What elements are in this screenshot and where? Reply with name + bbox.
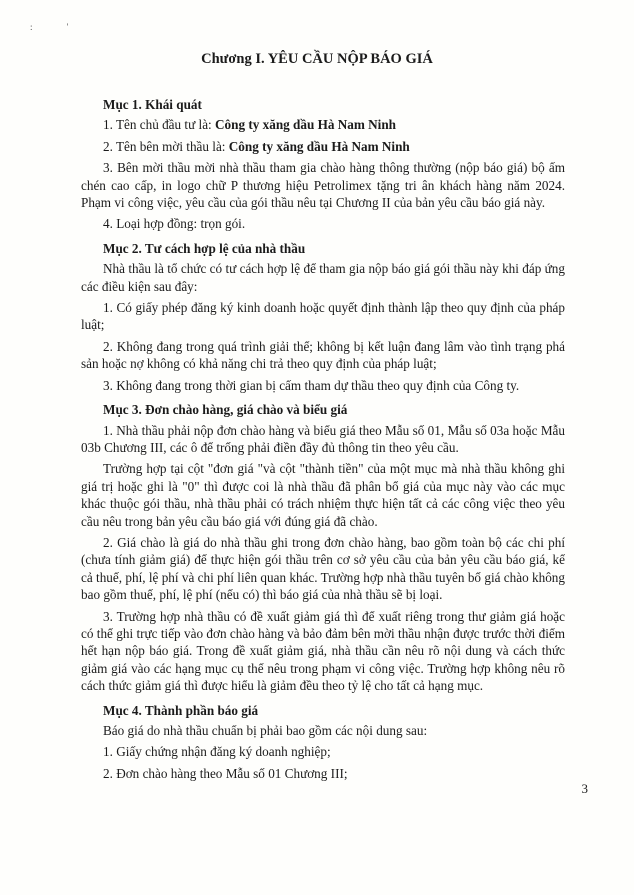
document-body: [81, 96, 565, 789]
paragraph-text: 2. Không đang trong quá trình giải thể; không bị kết luận đang lâm vào tình trạng phá sản hoặc nợ không có khả năng chi trả theo quy định của pháp luật;: [81, 338, 565, 372]
paragraph-text: Báo giá do nhà thầu chuẩn bị phải bao gồm các nội dung sau:: [103, 723, 428, 738]
company-name: Công ty xăng dầu Hà Nam Ninh: [228, 138, 410, 154]
paragraph-text: 2. Tên bên mời thầu là:: [103, 138, 229, 154]
paragraph-text: 1. Có giấy phép đăng ký kinh doanh hoặc quyết định thành lập theo quy định của pháp luật;: [81, 300, 565, 333]
paragraph-text: 3. Trường hợp nhà thầu có đề xuất giảm giá thì để xuất riêng trong thư giảm giá hoặc có thể ghi trực tiếp vào đơn chào hàng và bảo đảm bên mời thầu nhận được trước thời điểm hết hạn nộp báo giá. Trong đề xuất giảm giá, nhà thầu cần nêu rõ nội dung và cách thức giảm giá vào các hạng mục cụ thể nêu trong phạm vi công việc. Trường hợp không nêu rõ cách thức giảm giá thì được hiểu là giảm đều theo tỷ lệ cho tất cả hạng mục.: [81, 608, 565, 694]
paragraph: [81, 765, 565, 782]
paragraph: [81, 422, 565, 457]
paragraph: [81, 743, 565, 760]
section-heading: Mục 4. Thành phần báo giá: [103, 702, 259, 718]
scan-specks: : ': [30, 22, 85, 32]
paragraph-text: 1. Tên chủ đầu tư là:: [103, 117, 216, 133]
paragraph-text: 1. Nhà thầu phải nộp đơn chào hàng và biểu giá theo Mẫu số 01, Mẫu số 03a hoặc Mẫu 03b Chương III, các ô để trống phải điền đầy đủ thông tin theo yêu cầu.: [81, 422, 565, 455]
paragraph-text: 1. Giấy chứng nhận đăng ký doanh nghiệp;: [103, 744, 331, 760]
paragraph-text: 2. Giá chào là giá do nhà thầu ghi trong đơn chào hàng, bao gồm toàn bộ các chi phí (chưa tính giảm giá) để thực hiện gói thầu trên cơ sở yêu cầu của bản yêu cầu báo giá, kể cả thuế, phí, lệ phí và chi phí liên quan khác. Trường hợp nhà thầu tuyên bố giá chào không bao gồm thuế, phí, lệ phí (nếu có) thì báo giá của nhà thầu sẽ bị loại.: [81, 534, 565, 603]
paragraph: [81, 215, 565, 232]
section-heading: Mục 1. Khái quát: [103, 97, 202, 112]
paragraph: [81, 460, 565, 530]
paragraph: [81, 299, 565, 334]
chapter-title: Chương I. YÊU CẦU NỘP BÁO GIÁ: [201, 51, 433, 67]
paragraph: [81, 338, 565, 373]
paragraph-text: 2. Đơn chào hàng theo Mẫu số 01 Chương III;: [103, 765, 348, 781]
paragraph-text: 3. Không đang trong thời gian bị cấm tham dự thầu theo quy định của Công ty.: [103, 377, 520, 393]
section-heading: Mục 2. Tư cách hợp lệ của nhà thầu: [103, 240, 306, 256]
paragraph: [81, 138, 565, 155]
paragraph: [81, 377, 565, 394]
paragraph: [81, 608, 565, 695]
page-number: 3: [581, 781, 588, 796]
paragraph: [81, 116, 565, 133]
paragraph-text: 3. Bên mời thầu mời nhà thầu tham gia chào hàng thông thường (nộp báo giá) bộ ấm chén cao cấp, in logo chữ P thương hiệu Petrolimex tặng tri ân khách hàng năm 2024. Phạm vi công việc, yêu cầu của gói thầu nêu tại Chương II của bản yêu cầu báo giá này.: [81, 160, 565, 211]
paragraph: [81, 534, 565, 604]
paragraph: [81, 260, 565, 295]
paragraph-text: 4. Loại hợp đồng: trọn gói.: [103, 216, 246, 232]
paragraph: [81, 722, 565, 739]
section-heading: Mục 3. Đơn chào hàng, giá chào và biểu giá: [103, 402, 348, 418]
paragraph-text: Nhà thầu là tổ chức có tư cách hợp lệ để tham gia nộp báo giá gói thầu này khi đáp ứng các điều kiện sau đây:: [81, 261, 565, 294]
paragraph-text: Trường hợp tại cột "đơn giá "và cột "thành tiền" của một mục mà nhà thầu không ghi giá trị hoặc ghi là "0" thì được coi là nhà thầu đã phân bổ giá của mục này vào các mục khác thuộc gói thầu, nhà thầu phải có trách nhiệm thực hiện tất cả các công việc theo yêu cầu nêu trong bản yêu cầu báo giá với đúng giá đã chào.: [81, 461, 565, 529]
paragraph: [81, 159, 565, 211]
company-name: Công ty xăng dầu Hà Nam Ninh: [215, 117, 397, 133]
